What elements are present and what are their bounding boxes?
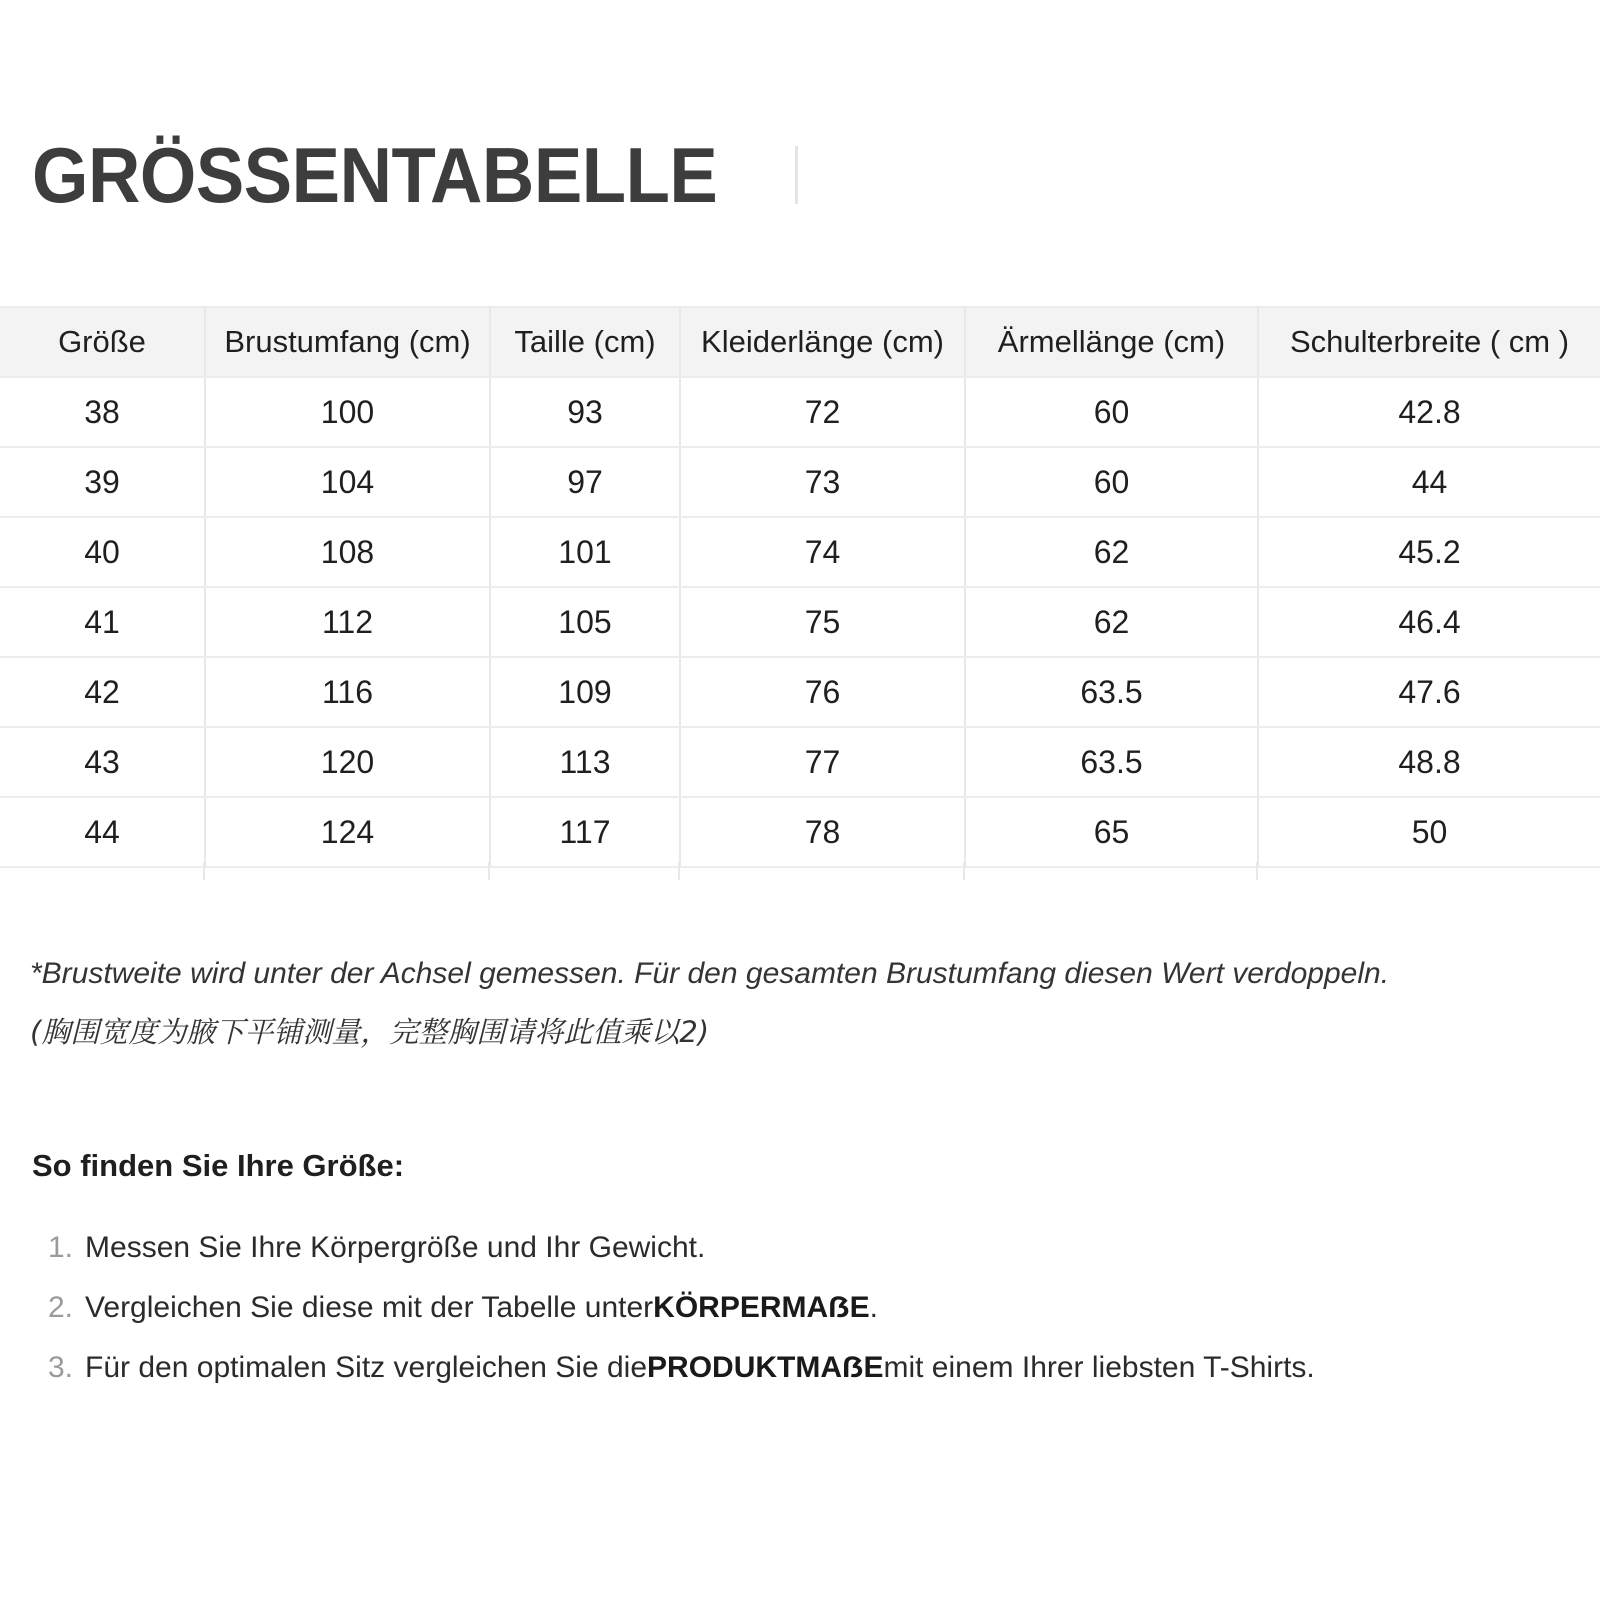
step-text-after: . — [869, 1291, 878, 1324]
cell-shoulder: 42.8 — [1258, 377, 1600, 447]
cell-length: 77 — [680, 727, 965, 797]
cell-sleeve: 63.5 — [965, 657, 1258, 727]
cell-sleeve: 60 — [965, 377, 1258, 447]
cell-size: 39 — [0, 447, 205, 517]
cell-shoulder: 44 — [1258, 447, 1600, 517]
table-header — [0, 307, 1600, 377]
column-header-waist: Taille (cm) — [490, 307, 680, 377]
list-item — [48, 1338, 1508, 1398]
separator-stub — [1256, 862, 1258, 880]
howto-heading: So finden Sie Ihre Größe: — [32, 1148, 405, 1183]
cell-length: 75 — [680, 587, 965, 657]
cell-waist: 109 — [490, 657, 680, 727]
measurement-note-chinese: (胸围宽度为腋下平铺测量，完整胸围请将此值乘以2) — [30, 1014, 710, 1049]
table-row — [0, 447, 1600, 517]
cell-waist: 97 — [490, 447, 680, 517]
cell-waist: 113 — [490, 727, 680, 797]
cell-sleeve: 62 — [965, 587, 1258, 657]
separator-stub — [488, 862, 490, 880]
title-block — [32, 131, 798, 219]
page-title: GRÖSSENTABELLE — [32, 131, 718, 219]
column-header-length: Kleiderlänge (cm) — [680, 307, 965, 377]
cell-sleeve: 63.5 — [965, 727, 1258, 797]
table-row — [0, 517, 1600, 587]
table-body — [0, 377, 1600, 867]
cell-shoulder: 48.8 — [1258, 727, 1600, 797]
cell-length: 74 — [680, 517, 965, 587]
step-text-after: mit einem Ihrer liebsten T-Shirts. — [883, 1351, 1315, 1384]
cell-length: 72 — [680, 377, 965, 447]
column-header-shoulder: Schulterbreite ( cm ) — [1258, 307, 1600, 377]
cell-chest: 116 — [205, 657, 490, 727]
cell-size: 38 — [0, 377, 205, 447]
cell-length: 73 — [680, 447, 965, 517]
step-text-emphasis: PRODUKTMAẞE — [647, 1351, 884, 1384]
cell-size: 42 — [0, 657, 205, 727]
cell-sleeve: 62 — [965, 517, 1258, 587]
howto-steps-list — [48, 1218, 1508, 1398]
cell-waist: 93 — [490, 377, 680, 447]
cell-size: 40 — [0, 517, 205, 587]
notes-block — [30, 950, 1450, 1055]
step-text-emphasis: KÖRPERMAẞE — [653, 1291, 870, 1324]
table-row — [0, 657, 1600, 727]
cell-waist: 105 — [490, 587, 680, 657]
cell-chest: 104 — [205, 447, 490, 517]
step-text-before: Für den optimalen Sitz vergleichen Sie die — [85, 1351, 648, 1384]
step-number: 1. — [48, 1231, 74, 1264]
step-number: 2. — [48, 1291, 74, 1324]
list-item — [48, 1278, 1508, 1338]
cell-shoulder: 47.6 — [1258, 657, 1600, 727]
cell-chest: 112 — [205, 587, 490, 657]
cell-shoulder: 45.2 — [1258, 517, 1600, 587]
cell-chest: 100 — [205, 377, 490, 447]
step-number: 3. — [48, 1351, 74, 1384]
cell-sleeve: 65 — [965, 797, 1258, 867]
cell-size: 41 — [0, 587, 205, 657]
cell-chest: 108 — [205, 517, 490, 587]
cell-size: 43 — [0, 727, 205, 797]
list-item — [48, 1218, 1508, 1278]
table-row — [0, 587, 1600, 657]
separator-stub — [678, 862, 680, 880]
table-row — [0, 377, 1600, 447]
cell-chest: 124 — [205, 797, 490, 867]
separator-stub — [203, 862, 205, 880]
cell-chest: 120 — [205, 727, 490, 797]
column-header-sleeve: Ärmellänge (cm) — [965, 307, 1258, 377]
measurement-note: *Brustweite wird unter der Achsel gemessen. Für den gesamten Brustumfang diesen Wert verdoppeln. — [30, 957, 1390, 990]
cell-size: 44 — [0, 797, 205, 867]
cell-sleeve: 60 — [965, 447, 1258, 517]
cell-shoulder: 46.4 — [1258, 587, 1600, 657]
size-chart-table — [0, 306, 1600, 868]
cell-length: 76 — [680, 657, 965, 727]
step-text-before: Messen Sie Ihre Körpergröße und Ihr Gewicht. — [85, 1231, 706, 1264]
table-bottom-separators — [0, 862, 1600, 880]
header-row — [0, 307, 1600, 377]
separator-stub — [963, 862, 965, 880]
column-header-chest: Brustumfang (cm) — [205, 307, 490, 377]
table-row — [0, 727, 1600, 797]
cell-length: 78 — [680, 797, 965, 867]
column-header-size: Größe — [0, 307, 205, 377]
cell-shoulder: 50 — [1258, 797, 1600, 867]
step-text-before: Vergleichen Sie diese mit der Tabelle unter — [85, 1291, 654, 1324]
table-row — [0, 797, 1600, 867]
title-artifact-mark — [795, 146, 798, 204]
cell-waist: 101 — [490, 517, 680, 587]
cell-waist: 117 — [490, 797, 680, 867]
